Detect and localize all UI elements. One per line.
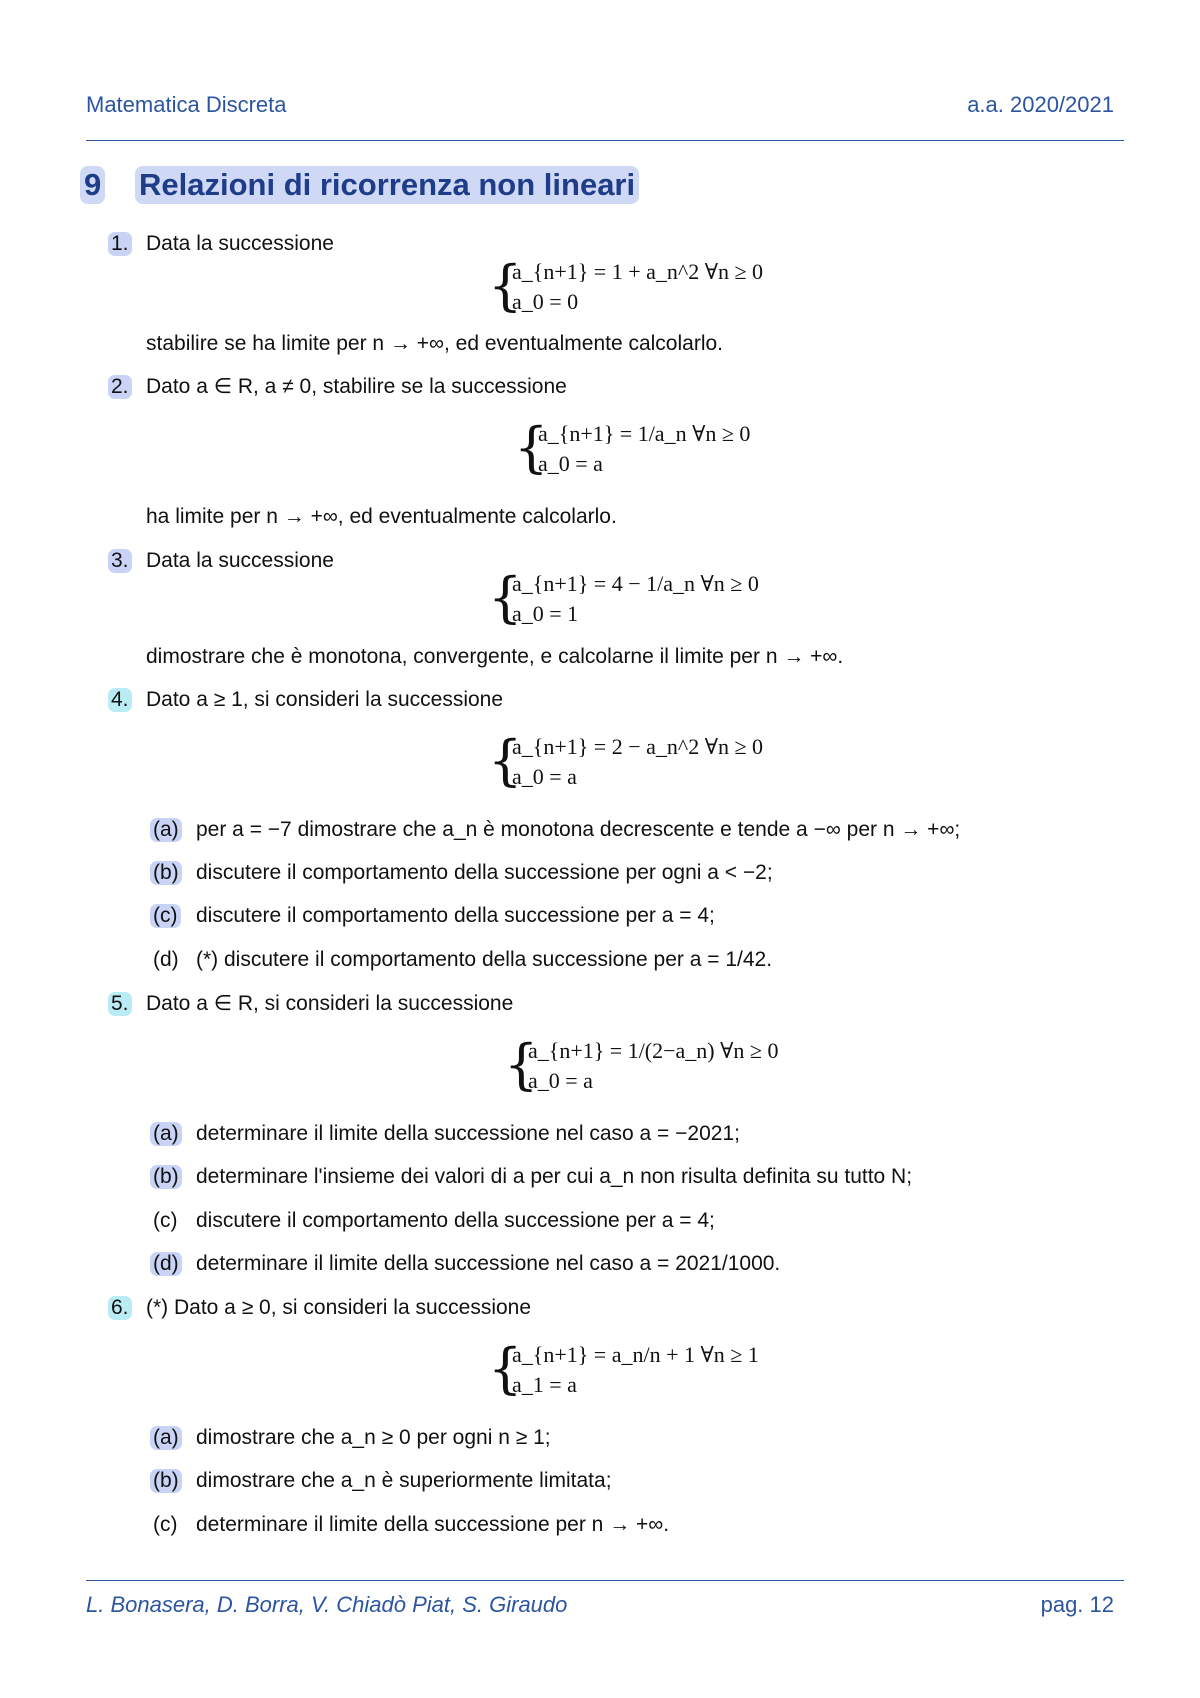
sub-item-label: (c) (153, 1209, 178, 1232)
left-brace: { (514, 416, 549, 479)
exercise-intro: (*) Dato a ≥ 0, si consideri la successione (146, 1296, 532, 1319)
exercise-intro: Dato a ∈ R, si consideri la successione (146, 992, 514, 1015)
sub-item-label: (d) (153, 948, 179, 971)
sub-item-label: (c) (153, 1513, 178, 1536)
left-brace: { (488, 254, 523, 317)
sub-item-text: per a = −7 dimostrare che a_n è monotona decrescente e tende a −∞ per n → +∞; (196, 818, 961, 841)
sub-item-label: (b) (150, 1165, 182, 1189)
initial-condition: a_0 = 0 (512, 289, 579, 314)
header-rule (86, 140, 1124, 141)
authors: L. Bonasera, D. Borra, V. Chiadò Piat, S. Giraudo (86, 1592, 568, 1617)
sub-item-text: determinare il limite della successione nel caso a = −2021; (196, 1122, 740, 1145)
exercise-number: 6. (108, 1296, 132, 1320)
sub-item-text: determinare il limite della successione per n → +∞. (196, 1513, 670, 1536)
section-number: 9 (80, 166, 105, 204)
left-brace: { (488, 566, 523, 629)
recurrence-equation: a_{n+1} = 2 − a_n^2 ∀n ≥ 0 (512, 734, 764, 759)
sub-item-text: discutere il comportamento della successione per a = 4; (196, 904, 715, 927)
sub-item-text: determinare l'insieme dei valori di a per cui a_n non risulta definita su tutto N; (196, 1165, 913, 1188)
exercise-intro: Dato a ≥ 1, si consideri la successione (146, 688, 504, 711)
sub-item-text: (*) discutere il comportamento della successione per a = 1/42. (196, 948, 773, 971)
sub-item-label: (a) (150, 1426, 182, 1450)
recurrence-equation: a_{n+1} = 1/(2−a_n) ∀n ≥ 0 (528, 1038, 779, 1063)
exercise-intro: Dato a ∈ R, a ≠ 0, stabilire se la successione (146, 375, 567, 398)
sub-item-text: dimostrare che a_n è superiormente limitata; (196, 1469, 612, 1492)
footer-rule (86, 1580, 1124, 1581)
exercise-closing: stabilire se ha limite per n → +∞, ed eventualmente calcolarlo. (146, 332, 724, 355)
sub-item-label: (a) (150, 818, 182, 842)
sub-item-label: (a) (150, 1122, 182, 1146)
initial-condition: a_0 = a (512, 764, 577, 789)
sub-item-text: discutere il comportamento della successione per a = 4; (196, 1209, 715, 1232)
course-title: Matematica Discreta (86, 92, 287, 117)
exercise-intro: Data la successione (146, 549, 334, 572)
sub-item-text: determinare il limite della successione nel caso a = 2021/1000. (196, 1252, 781, 1275)
page-number: pag. 12 (1040, 1592, 1114, 1617)
sub-item-label: (c) (150, 904, 181, 928)
exercise-closing: ha limite per n → +∞, ed eventualmente calcolarlo. (146, 505, 617, 528)
left-brace: { (488, 1337, 523, 1400)
exercise-number: 2. (108, 375, 132, 399)
sub-item-text: dimostrare che a_n ≥ 0 per ogni n ≥ 1; (196, 1426, 551, 1449)
exercise-intro: Data la successione (146, 232, 334, 255)
initial-condition: a_1 = a (512, 1372, 577, 1397)
section-title: Relazioni di ricorrenza non lineari (135, 166, 639, 204)
left-brace: { (488, 729, 523, 792)
left-brace: { (504, 1033, 539, 1096)
academic-year: a.a. 2020/2021 (967, 92, 1114, 117)
sub-item-label: (d) (150, 1252, 182, 1276)
recurrence-equation: a_{n+1} = 1/a_n ∀n ≥ 0 (538, 421, 751, 446)
recurrence-equation: a_{n+1} = 1 + a_n^2 ∀n ≥ 0 (512, 259, 764, 284)
sub-item-text: discutere il comportamento della successione per ogni a < −2; (196, 861, 773, 884)
exercise-number: 4. (108, 688, 132, 712)
exercise-number: 5. (108, 992, 132, 1016)
exercise-number: 1. (108, 232, 132, 256)
sub-item-label: (b) (150, 861, 182, 885)
exercise-closing: dimostrare che è monotona, convergente, e calcolarne il limite per n → +∞. (146, 645, 844, 668)
initial-condition: a_0 = 1 (512, 601, 579, 626)
initial-condition: a_0 = a (528, 1068, 593, 1093)
recurrence-equation: a_{n+1} = a_n/n + 1 ∀n ≥ 1 (512, 1342, 759, 1367)
initial-condition: a_0 = a (538, 451, 603, 476)
sub-item-label: (b) (150, 1469, 182, 1493)
exercise-number: 3. (108, 549, 132, 573)
recurrence-equation: a_{n+1} = 4 − 1/a_n ∀n ≥ 0 (512, 571, 759, 596)
